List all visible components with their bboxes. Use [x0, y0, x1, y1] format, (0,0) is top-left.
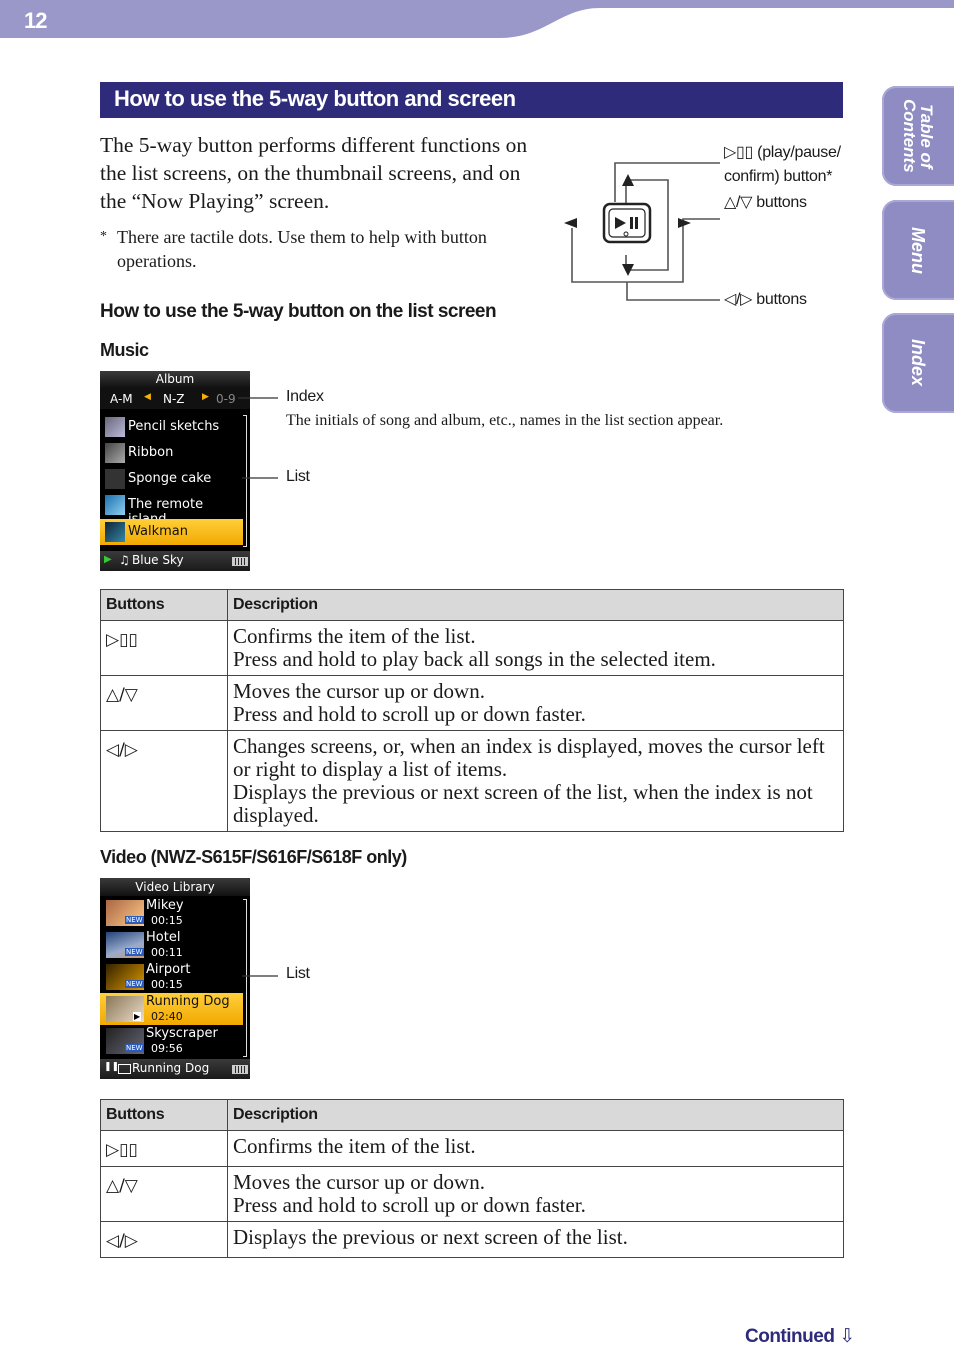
- column-header-buttons: Buttons: [101, 590, 228, 621]
- five-way-button-diagram: [560, 140, 740, 310]
- new-badge: NEW: [126, 980, 143, 988]
- video-title: Hotel: [146, 930, 181, 945]
- video-list-screen: [100, 878, 250, 1079]
- video-duration: 02:40: [151, 1010, 183, 1023]
- video-duration: 09:56: [151, 1042, 183, 1055]
- continued-label: Continued: [745, 1326, 835, 1347]
- list-item[interactable]: [100, 414, 240, 440]
- list-item-label: Walkman: [128, 524, 188, 539]
- column-header-description: Description: [228, 590, 844, 621]
- play-icon: ▶: [104, 554, 112, 565]
- heading-music: Music: [100, 340, 149, 360]
- description-cell: [228, 1167, 844, 1222]
- video-buttons-table: [100, 1099, 844, 1258]
- header-band: [0, 0, 954, 40]
- page-title: How to use the 5-way button and screen: [114, 86, 516, 111]
- description-cell: [228, 1131, 844, 1167]
- label-left-right-buttons: ◁/▷ buttons: [724, 291, 807, 308]
- new-badge: NEW: [126, 1044, 143, 1052]
- note-text: [100, 225, 550, 273]
- table-row: [101, 1131, 844, 1167]
- description-cell: [228, 676, 844, 731]
- table-row: [101, 621, 844, 676]
- list-item[interactable]: [100, 929, 241, 961]
- callout-index: Index: [286, 388, 324, 405]
- index-a-m[interactable]: A-M: [110, 392, 133, 406]
- album-art-thumbnail: [105, 522, 125, 542]
- index-right-arrow-icon: ▶: [202, 392, 209, 402]
- description-line: Press and hold to scroll up or down faster.: [233, 1193, 586, 1217]
- description-line: Confirms the item of the list.: [233, 624, 476, 648]
- table-row: [101, 676, 844, 731]
- album-art-thumbnail: [105, 417, 125, 437]
- tab-menu[interactable]: [882, 200, 954, 300]
- index-n-z[interactable]: N-Z: [163, 392, 185, 406]
- now-playing-footer: [100, 551, 250, 571]
- tab-table-of-contents[interactable]: [882, 86, 954, 186]
- description-line: Moves the cursor up or down.: [233, 1170, 485, 1194]
- list-item[interactable]: [100, 466, 240, 492]
- page-number: 12: [24, 8, 47, 33]
- callout-index-description: The initials of song and album, etc., names in the list section appear.: [286, 412, 724, 429]
- button-symbol-left-right: ◁/▷: [101, 1222, 228, 1258]
- index-0-9[interactable]: 0-9: [216, 392, 236, 406]
- music-list-screen: [100, 371, 250, 571]
- list-item-label: The remote: [128, 497, 204, 512]
- button-symbol-up-down: △/▽: [101, 676, 228, 731]
- column-header-buttons: Buttons: [101, 1100, 228, 1131]
- description-cell: [228, 621, 844, 676]
- list-item-selected[interactable]: [100, 993, 243, 1025]
- list-item[interactable]: [100, 897, 241, 929]
- index-bar: [100, 388, 250, 409]
- description-cell: [228, 1222, 844, 1258]
- table-row: [101, 731, 844, 832]
- description-line: Displays the previous or next screen of the list.: [233, 1225, 628, 1249]
- note-asterisk: *: [100, 229, 107, 244]
- description-cell: [228, 731, 844, 832]
- description-line: Confirms the item of the list.: [233, 1134, 476, 1158]
- battery-icon: [232, 1065, 248, 1074]
- tab-index[interactable]: [882, 313, 954, 413]
- heading-video: Video (NWZ-S615F/S616F/S618F only): [100, 847, 407, 867]
- music-callout-lines: [238, 390, 283, 490]
- section-heading-list-screen: How to use the 5-way button on the list screen: [100, 301, 497, 322]
- label-up-down-buttons: △/▽ buttons: [724, 194, 807, 211]
- list-item[interactable]: [100, 492, 240, 518]
- button-symbol-play-pause: ▷▯▯: [101, 1131, 228, 1167]
- description-line: Press and hold to play back all songs in the selected item.: [233, 647, 716, 671]
- continued-link[interactable]: [745, 1325, 855, 1348]
- down-arrow-icon: ⇩: [839, 1326, 855, 1347]
- film-icon: [118, 1064, 131, 1074]
- button-symbol-up-down: △/▽: [101, 1167, 228, 1222]
- button-symbol-left-right: ◁/▷: [101, 731, 228, 832]
- album-art-thumbnail: [105, 495, 125, 515]
- now-playing-footer: [100, 1059, 250, 1079]
- video-duration: 00:11: [151, 946, 183, 959]
- music-note-icon: ♫: [119, 553, 130, 567]
- list-item-label: Ribbon: [128, 445, 174, 460]
- list-item-label: Pencil sketchs: [128, 419, 220, 434]
- music-buttons-table: [100, 589, 844, 832]
- screen-title: Video Library: [100, 878, 250, 896]
- index-left-arrow-icon: ◀: [144, 392, 151, 402]
- video-duration: 00:15: [151, 914, 183, 927]
- screen-title: Album: [100, 371, 250, 388]
- callout-list: List: [286, 468, 310, 485]
- video-title: Skyscraper: [146, 1026, 218, 1041]
- list-item-label: Sponge cake: [128, 471, 212, 486]
- description-line: Displays the previous or next screen of the list, when the index is not displayed.: [233, 780, 813, 827]
- note-body: There are tactile dots. Use them to help with button operations.: [117, 227, 487, 271]
- table-row: [101, 1222, 844, 1258]
- video-title: Mikey: [146, 898, 184, 913]
- callout-list: List: [286, 965, 310, 982]
- tab-label: Index: [908, 339, 928, 387]
- battery-icon: [232, 557, 248, 566]
- label-play-pause-confirm: ▷▯▯ (play/pause/ confirm) button*: [724, 144, 841, 185]
- now-playing-title: Running Dog: [132, 1061, 210, 1075]
- video-callout-line: [242, 970, 282, 982]
- video-duration: 00:15: [151, 978, 183, 991]
- new-badge: NEW: [126, 948, 143, 956]
- video-title: Running Dog: [146, 994, 230, 1009]
- album-art-thumbnail: [105, 469, 125, 489]
- list-item[interactable]: [100, 961, 241, 993]
- description-line: Press and hold to scroll up or down faster.: [233, 702, 586, 726]
- tab-label: Table of Contents: [900, 99, 936, 173]
- column-header-description: Description: [228, 1100, 844, 1131]
- description-line: Moves the cursor up or down.: [233, 679, 485, 703]
- intro-text: The 5-way button performs different functions on the list screens, on the thumbnail screens, and on the “Now Playing” screen.: [100, 133, 528, 213]
- now-playing-title: Blue Sky: [132, 553, 184, 567]
- video-title: Airport: [146, 962, 191, 977]
- list-item[interactable]: [100, 1025, 241, 1057]
- button-symbol-play-pause: ▷▯▯: [101, 621, 228, 676]
- list-item[interactable]: [100, 440, 240, 466]
- section-title-bar: [100, 82, 843, 118]
- table-row: [101, 1167, 844, 1222]
- video-play-icon: ▶: [134, 1012, 141, 1021]
- new-badge: NEW: [126, 916, 143, 924]
- list-item-selected[interactable]: [100, 519, 243, 545]
- description-line: Changes screens, or, when an index is displayed, moves the cursor left or right to display a list of items.: [233, 734, 825, 781]
- pause-icon: ❚❚: [104, 1062, 120, 1072]
- tab-label: Menu: [908, 226, 928, 274]
- album-art-thumbnail: [105, 443, 125, 463]
